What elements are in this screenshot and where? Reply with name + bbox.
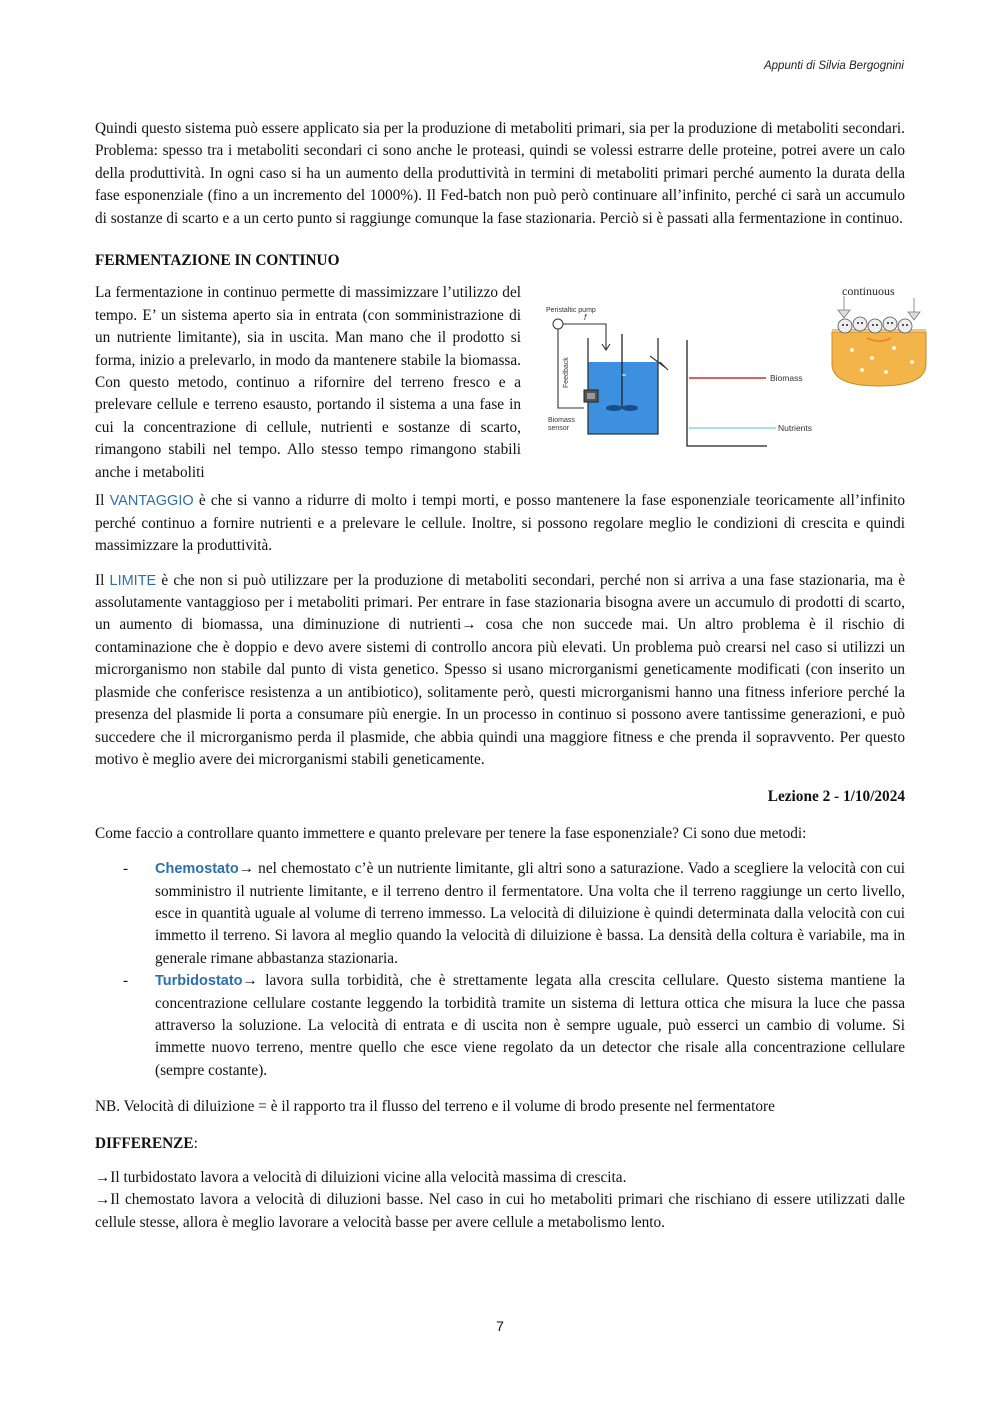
methods-question: Come faccio a controllare quanto immettere e quanto prelevare per tenere la fase esponenziale? Ci sono due metodi:: [95, 824, 807, 842]
list-item: - Turbidostato→ lavora sulla torbidità, che è strettamente legata alla crescita cellulare. Questo sistema mantiene la concentrazione cellulare costante leggendo la torbidità tramite un sistema di lettura ottica che misura la luce che passa attraverso la soluzione. La velocità di entrata e di uscita non è sempre uguale, può esserci un cambio di volume. Si immette nuovo terreno, mentre quello che esce viene regolato da un detector che risale alla concentrazione cellulare (sempre costante).: [95, 970, 905, 1082]
limite-keyword: LIMITE: [109, 572, 157, 589]
differenze-list: [95, 1167, 905, 1234]
limite-paragraph: Il LIMITE è che non si può utilizzare per la produzione di metaboliti secondari, perché non si arriva a una fase stazionaria, ma è assolutamente vantaggioso per i metaboliti primari. Per entrare in fase stazionaria bisogna avere un accumulo di prodotti di scarto, un aumento di biomassa, una diminuzione di nutrienti→ cosa che non succede mai. Un altro problema è il rischio di contaminazione che è doppio e devo avere sistemi di controllo ancora più elevati. Un problema può crearsi nel caso si utilizzi un microrganismo non stabile dal punto di vista genetico. Spesso si usano microrganismi geneticamente modificati (con inserito un plasmide che conferisce resistenza a un antibiotico), solitamente però, questi microrganismi hanno una fitness inferiore perché la presenza del plasmide li porta a consumare più energie. In un processo in continuo si possono avere tantissime generazioni, e può succedere che il microrganismo perda il plasmide, che abbia quindi una maggiore fitness e che prenda il sopravvento. Per questo motivo è meglio avere dei microrganismi stabili geneticamente.: [95, 571, 905, 768]
page-header: Appunti di Silvia Bergognini: [763, 60, 904, 72]
feedback-label: Feedback: [563, 357, 570, 389]
continuo-paragraph: La fermentazione in continuo permette di massimizzare l’utilizzo del tempo. E’ un sistema aperto sia in entrata (con somministrazione di un nutriente limitante), sia in uscita. Man mano che il prodotto si forma, inizio a prelevarlo, in modo da mantenere stabile la biomassa. Con questo metodo, continuo a rifornire del terreno fresco e a prelevare cellule e terreno esausto, portando il sistema a una fase in cui la concentrazione di cellule, nutrienti e sostanze di scarto, rimangono stabili nel tempo. Allo stesso tempo rimangono stabili anche i metaboliti: [95, 284, 521, 481]
page-content: [95, 118, 905, 1234]
biomass-sensor-label-2: sensor: [548, 425, 570, 433]
intro-paragraph: Quindi questo sistema può essere applicato sia per la produzione di metaboliti primari, sia per la produzione di metaboliti secondari. Problema: spesso tra i metaboliti secondari ci sono anche le proteasi, quindi se volessi estrarre delle proteine, potrei avere un calo della produttività. In ogni caso si ha un aumento della produttività in termini di metaboliti primari perché aumento la durata della fase esponenziale (fino a un incremento del 1000%). Il Fed-batch non può però continuare all’infinito, perché ci sarà un accumulo di sostanze di scarto e a un certo punto si raggiunge comunque la fase stazionaria. Perciò si è passati alla fermentazione in continuo.: [95, 120, 905, 227]
turbidostato-keyword: Turbidostato: [155, 973, 243, 990]
nb-note: NB. Velocità di diluizione = è il rapporto tra il flusso del terreno e il volume di brodo presente nel fermentatore: [95, 1098, 775, 1116]
list-item: - Chemostato→ nel chemostato c’è un nutriente limitante, gli altri sono a saturazione. Vado a scegliere la velocità con cui somministro il nutriente limitante, e il terreno dentro il fermentatore. Una volta che il terreno raggiunge un certo livello, esce in quantità uguale al volume di terreno immesso. La velocità di diluizione è quindi determinata dalla velocità con cui immetto il terreno. Si lavora al meglio quando la velocità di diluizione è bassa. La densità della coltura è variabile, ma in generale rimane abbastanza stazionaria.: [95, 858, 905, 970]
arrow-icon: →: [95, 1191, 111, 1209]
section-title: FERMENTAZIONE IN CONTINUO: [95, 252, 340, 270]
cell-5: [898, 319, 912, 333]
impeller-blade-right: [622, 405, 638, 411]
vantaggio-keyword: VANTAGGIO: [109, 493, 194, 510]
list-item: →Il turbidostato lavora a velocità di diluizioni vicine alla velocità massima di crescita.: [95, 1169, 627, 1186]
flow-label: f: [584, 313, 587, 323]
lesson-heading: Lezione 2 - 1/10/2024: [767, 788, 905, 806]
cell-1: [838, 319, 852, 333]
chemostato-keyword: Chemostato: [155, 861, 239, 878]
biomass-sensor-label-1: Biomass: [548, 417, 575, 425]
cell-4: [883, 317, 897, 331]
continuous-label: continuous: [842, 284, 895, 299]
impeller-blade-left: [606, 405, 622, 411]
continuous-fermentation-figure: [542, 258, 928, 458]
arrow-icon: →: [461, 616, 477, 634]
nutrients-label: Nutrients: [778, 423, 813, 434]
peristaltic-pump-icon: [553, 319, 563, 329]
list-item: →Il chemostato lavora a velocità di diluzioni basse. Nel caso in cui ho metaboliti primari che rischiano di essere utilizzati dalle cellule stesse, allora è meglio lavorare a velocità basse per avere cellule a metabolismo lento.: [95, 1191, 905, 1231]
biomass-label: Biomass: [770, 373, 803, 384]
vantaggio-paragraph: Il VANTAGGIO è che si vanno a ridurre di molto i tempi morti, e posso mantenere la fase esponenziale teoricamente all’infinito perché continuo a fornire nutrienti e a prelevare le cellule. Inoltre, si possono regolare meglio le condizioni di crescita e quindi massimizzare la produttività.: [95, 492, 905, 555]
page-number: 7: [496, 1318, 504, 1334]
arrow-icon: →: [95, 1169, 111, 1186]
continuo-section: [95, 282, 905, 481]
cell-2: [853, 317, 867, 331]
arrow-icon: →: [238, 860, 255, 878]
differenze-heading: DIFFERENZE:: [95, 1134, 198, 1152]
methods-list: [95, 858, 905, 1082]
arrow-icon: →: [242, 972, 258, 990]
pump-label: Peristaltic pump: [546, 307, 596, 315]
cell-3: [868, 319, 882, 333]
